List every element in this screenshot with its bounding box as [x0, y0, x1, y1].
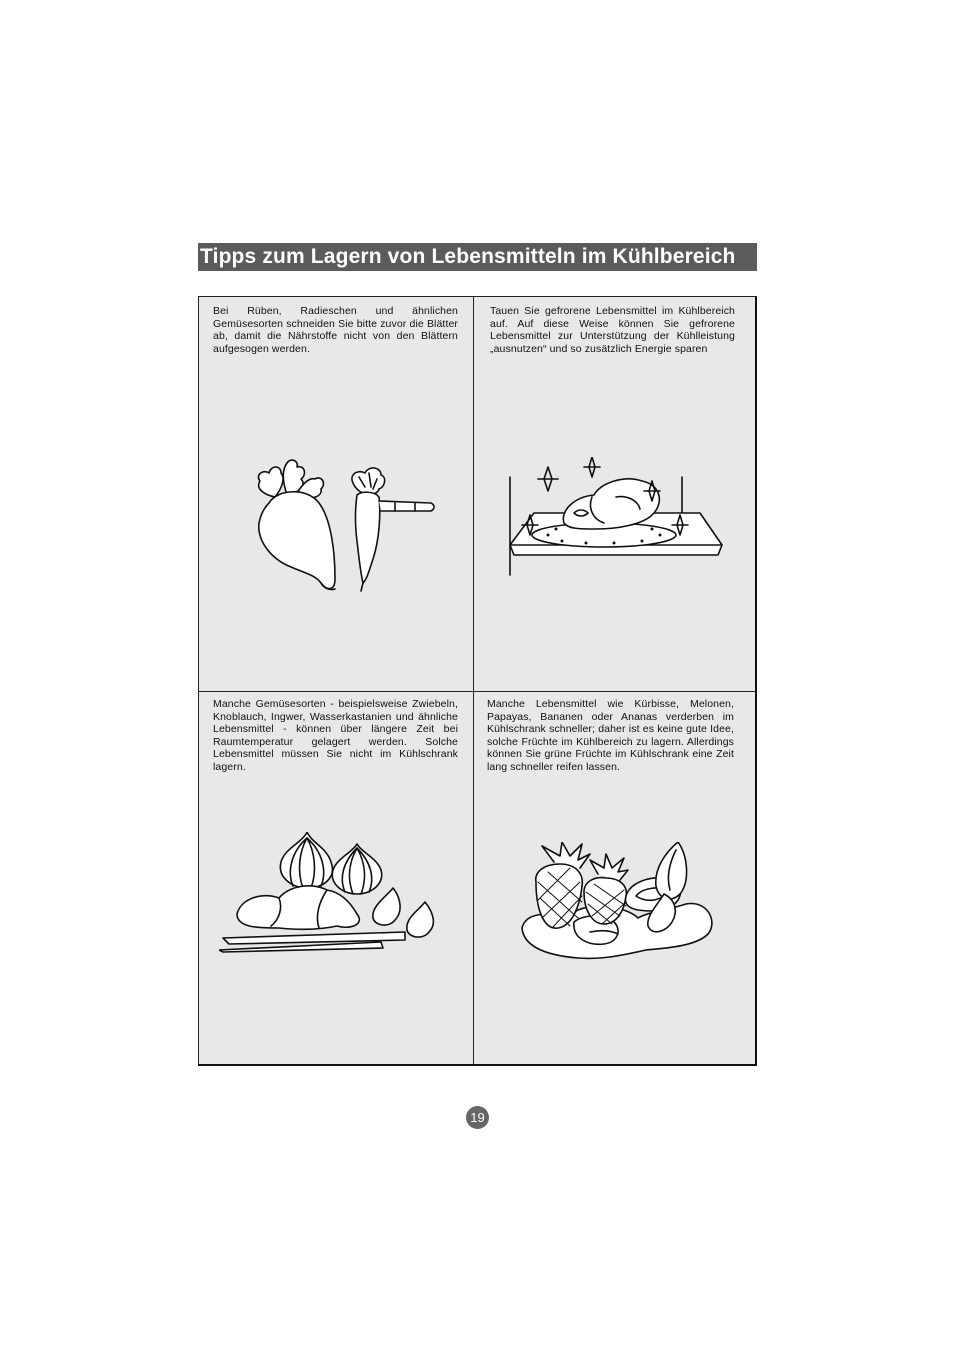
tip-cell-tropical-fruit — [474, 692, 756, 1065]
tips-grid — [198, 296, 757, 1066]
frozen-chicken-illustration — [504, 457, 729, 579]
page-title: Tipps zum Lagern von Lebensmitteln im Kühlbereich — [198, 243, 757, 271]
tip-cell-root-vegetables — [199, 297, 474, 692]
beet-radish-illustration — [235, 455, 440, 595]
tip-text: Manche Gemüsesorten - beispielsweise Zwiebeln, Knoblauch, Ingwer, Wasserkastanien und ähnliche Lebensmittel - können über längere Zeit bei Raumtemperatur gelagert werden. Solche Lebensmittel müssen Sie nicht im Kühlschrank lagern. — [213, 698, 458, 773]
onion-garlic-ginger-illustration — [219, 832, 454, 960]
tip-cell-thawing — [474, 297, 756, 692]
tip-text: Bei Rüben, Radieschen und ähnlichen Gemüsesorten schneiden Sie bitte zuvor die Blätter ab, damit die Nährstoffe nicht von den Blättern aufgesogen werden. — [213, 305, 458, 355]
tropical-fruit-illustration — [518, 842, 718, 974]
tip-text: Tauen Sie gefrorene Lebensmittel im Kühlbereich auf. Auf diese Weise können Sie gefrorene Lebensmittel zur Unterstützung der Kühlleistung „ausnutzen“ und so zusätzlich Energie sparen — [490, 305, 735, 355]
tip-text: Manche Lebensmittel wie Kürbisse, Melonen, Papayas, Bananen oder Ananas verderben im Kühlschrank schneller; daher ist es keine gute Idee, solche Früchte im Kühlbereich zu lagern. Allerdings können Sie grüne Früchte im Kühlschrank eine Zeit lang schneller reifen lassen. — [487, 698, 734, 773]
tip-cell-room-temperature — [199, 692, 474, 1065]
page-number: 19 — [466, 1106, 489, 1129]
